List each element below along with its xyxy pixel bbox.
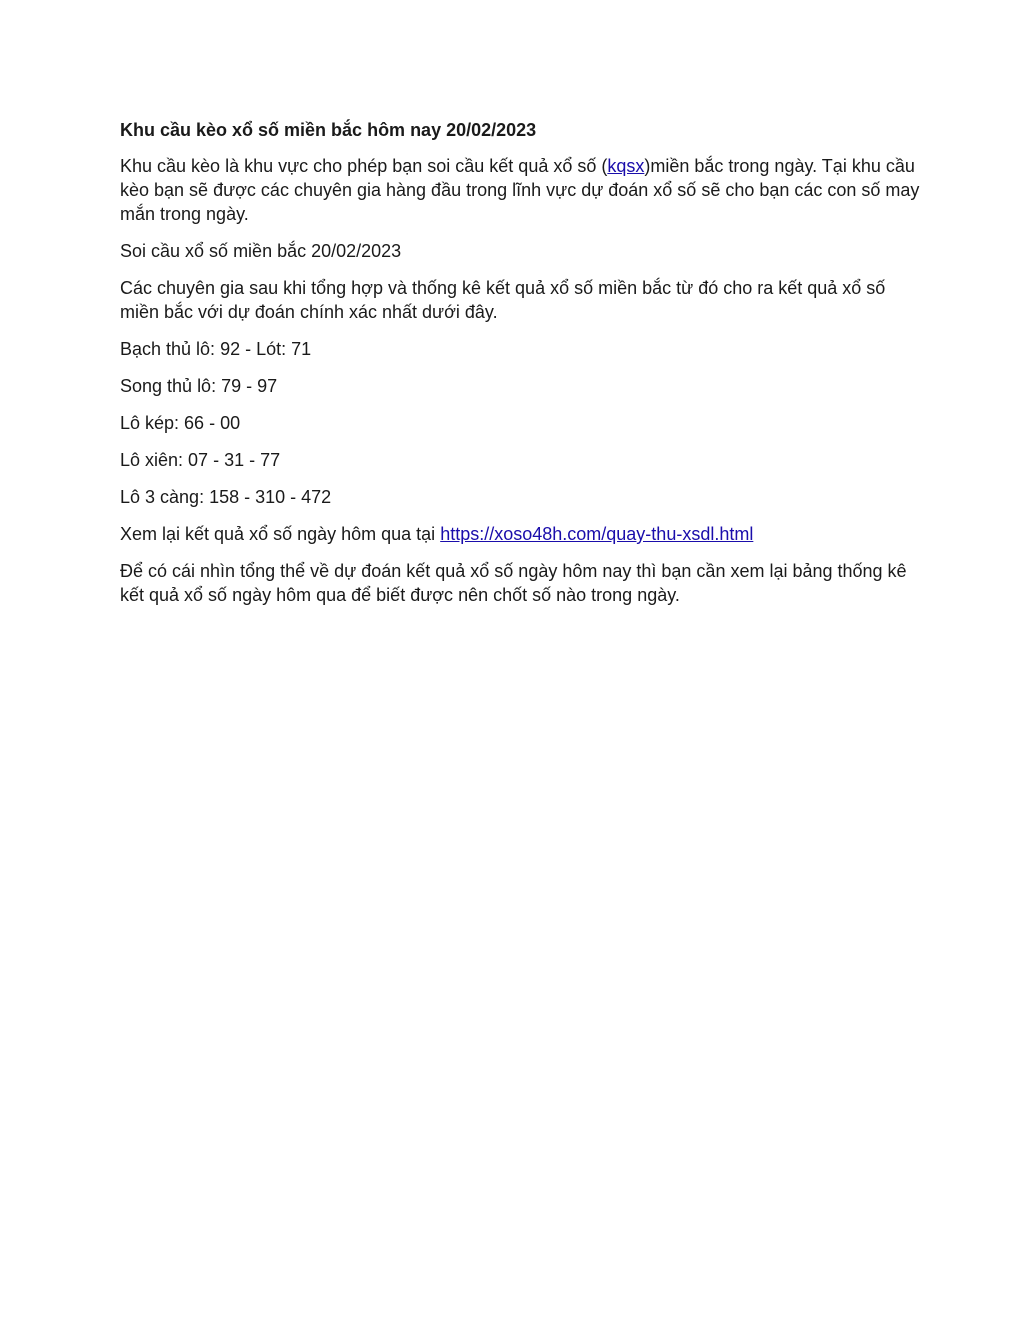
prediction-lo-kep: Lô kép: 66 - 00: [120, 413, 241, 433]
review-url-link[interactable]: https://xoso48h.com/quay-thu-xsdl.html: [440, 524, 754, 544]
review-text: Xem lại kết quả xổ số ngày hôm qua tại: [120, 524, 441, 544]
prediction-lo-3-cang: Lô 3 càng: 158 - 310 - 472: [120, 487, 332, 507]
experts-paragraph: Các chuyên gia sau khi tổng hợp và thống kê kết quả xổ số miền bắc từ đó cho ra kết quả xổ số miền bắc với dự đoán chính xác nhất dưới đây.: [120, 278, 886, 322]
document-page: [120, 118, 920, 620]
subheading: Soi cầu xổ số miền bắc 20/02/2023: [120, 241, 402, 261]
prediction-bach-thu-lo: Bạch thủ lô: 92 - Lót: 71: [120, 339, 312, 359]
kqsx-link[interactable]: kqsx: [607, 156, 645, 176]
document-title: Khu cầu kèo xổ số miền bắc hôm nay 20/02/2023: [120, 120, 537, 140]
intro-paragraph: [120, 154, 920, 226]
intro-text-after-link: )miền bắc trong ngày. Tại khu cầu kèo bạn sẽ được các chuyên gia hàng đầu trong lĩnh vực dự đoán xổ số sẽ cho bạn các con số may mắn trong ngày.: [120, 156, 920, 224]
prediction-song-thu-lo: Song thủ lô: 79 - 97: [120, 376, 278, 396]
review-paragraph: [120, 522, 920, 546]
prediction-lo-xien: Lô xiên: 07 - 31 - 77: [120, 450, 281, 470]
closing-paragraph: Để có cái nhìn tổng thể về dự đoán kết quả xổ số ngày hôm nay thì bạn cần xem lại bảng thống kê kết quả xổ số ngày hôm qua để biết được nên chốt số nào trong ngày.: [120, 561, 907, 605]
intro-text-before-link: Khu cầu kèo là khu vực cho phép bạn soi cầu kết quả xổ số (: [120, 156, 608, 176]
